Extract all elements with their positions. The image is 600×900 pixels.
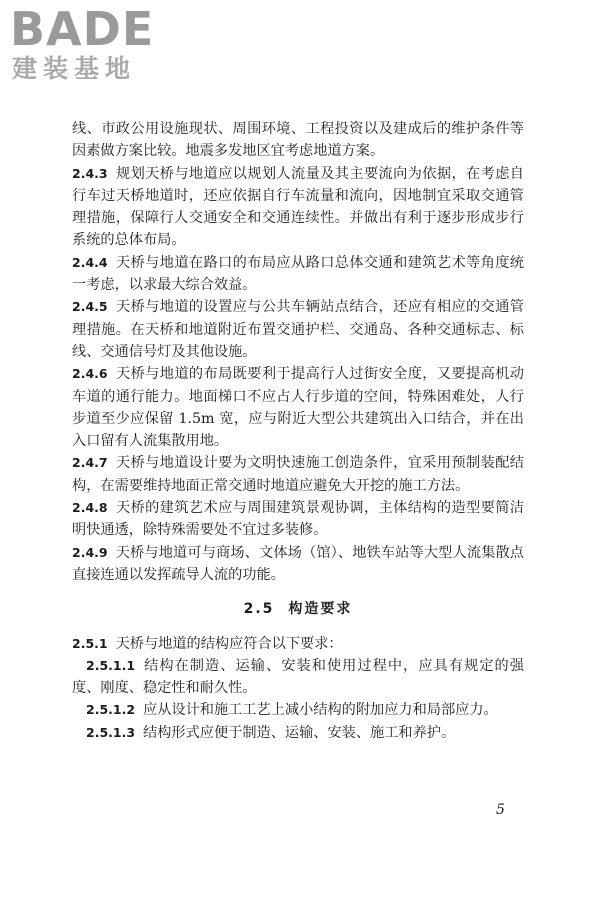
clause-text: 结构形式应便于制造、运输、安装、施工和养护。 (143, 724, 456, 741)
section-number: 2.5 (243, 601, 275, 618)
paragraph-text: 线、市政公用设施现状、周围环境、工程投资以及建成后的维护条件等因素做方案比较。地震多发地区宜考虑地道方案。 (72, 121, 524, 160)
clause-text: 天桥与地道的结构应符合以下要求： (115, 635, 343, 652)
clause-text: 天桥的建筑艺术应与周围建筑景观协调，主体结构的造型要简洁明快通透，除特殊需要处不宜过多装修。 (72, 500, 524, 539)
clause-number: 2.4.4 (72, 254, 108, 270)
clause-2-5-1-1 (72, 655, 524, 700)
clause-2-5-1 (72, 633, 524, 655)
bade-logo (10, 4, 180, 88)
clause-2-4-3 (72, 163, 524, 252)
clause-text: 结构在制造、运输、安装和使用过程中，应具有规定的强度、刚度、稳定性和耐久性。 (72, 657, 524, 697)
clause-number: 2.4.5 (72, 299, 108, 315)
clause-2-4-7 (72, 452, 524, 497)
section-heading (72, 598, 524, 620)
clause-text: 天桥与地道在路口的布局应从路口总体交通和建筑艺术等角度统一考虑，以求最大综合效益。 (72, 254, 524, 294)
clause-2-4-6 (72, 363, 524, 452)
clause-2-5-1-2 (72, 699, 524, 721)
logo-wordmark: BADE (10, 2, 155, 56)
clause-number: 2.5.1.2 (86, 702, 136, 718)
document-body (72, 118, 524, 744)
clause-number: 2.5.1.3 (86, 724, 136, 740)
clause-text: 天桥与地道设计要为文明快速施工创造条件，宜采用预制装配结构，在需要维持地面正常交通时地道应避免大开挖的施工方法。 (72, 455, 524, 494)
clause-2-4-8 (72, 497, 524, 542)
clause-text: 天桥与地道的设置应与公共车辆站点结合，还应有相应的交通管理措施。在天桥和地道附近布置交通护栏、交通岛、各种交通标志、标线、交通信号灯及其他设施。 (72, 299, 524, 360)
clause-text: 规划天桥与地道应以规划人流量及其主要流向为依据，在考虑自行车过天桥地道时，还应依据自行车流量和流向，因地制宜采取交通管理措施，保障行人交通安全和交通连续性。并做出有利于逐步形成步行系统的总体布局。 (72, 165, 524, 249)
clause-number: 2.4.8 (72, 500, 108, 516)
clause-2-4-9 (72, 542, 524, 587)
paragraph-continuation (72, 118, 524, 163)
clause-text: 天桥与地道的布局既要利于提高行人过街安全度，又要提高机动车道的通行能力。地面梯口不应占人行步道的空间，特殊困难处，人行步道至少应保留 1.5m 宽，应与附近大型公共建筑出入口结合，并在出入口留有人流集散用地。 (72, 366, 524, 450)
logo-subtitle: 建装基地 (12, 54, 137, 83)
clause-text: 应从设计和施工工艺上减小结构的附加应力和局部应力。 (143, 702, 498, 719)
clause-2-4-5 (72, 296, 524, 363)
clause-number: 2.5.1.1 (86, 657, 136, 673)
clause-number: 2.5.1 (72, 635, 108, 651)
clause-text: 天桥与地道可与商场、文体场（馆）、地铁车站等大型人流集散点直接连通以发挥疏导人流的功能。 (72, 544, 524, 583)
clause-number: 2.4.7 (72, 455, 108, 471)
clause-2-4-4 (72, 252, 524, 297)
page-number: 5 (496, 802, 505, 818)
clause-number: 2.4.3 (72, 165, 108, 181)
clause-2-5-1-3 (72, 722, 524, 744)
section-title: 构造要求 (288, 601, 353, 618)
clause-number: 2.4.6 (72, 366, 108, 382)
clause-number: 2.4.9 (72, 544, 108, 560)
